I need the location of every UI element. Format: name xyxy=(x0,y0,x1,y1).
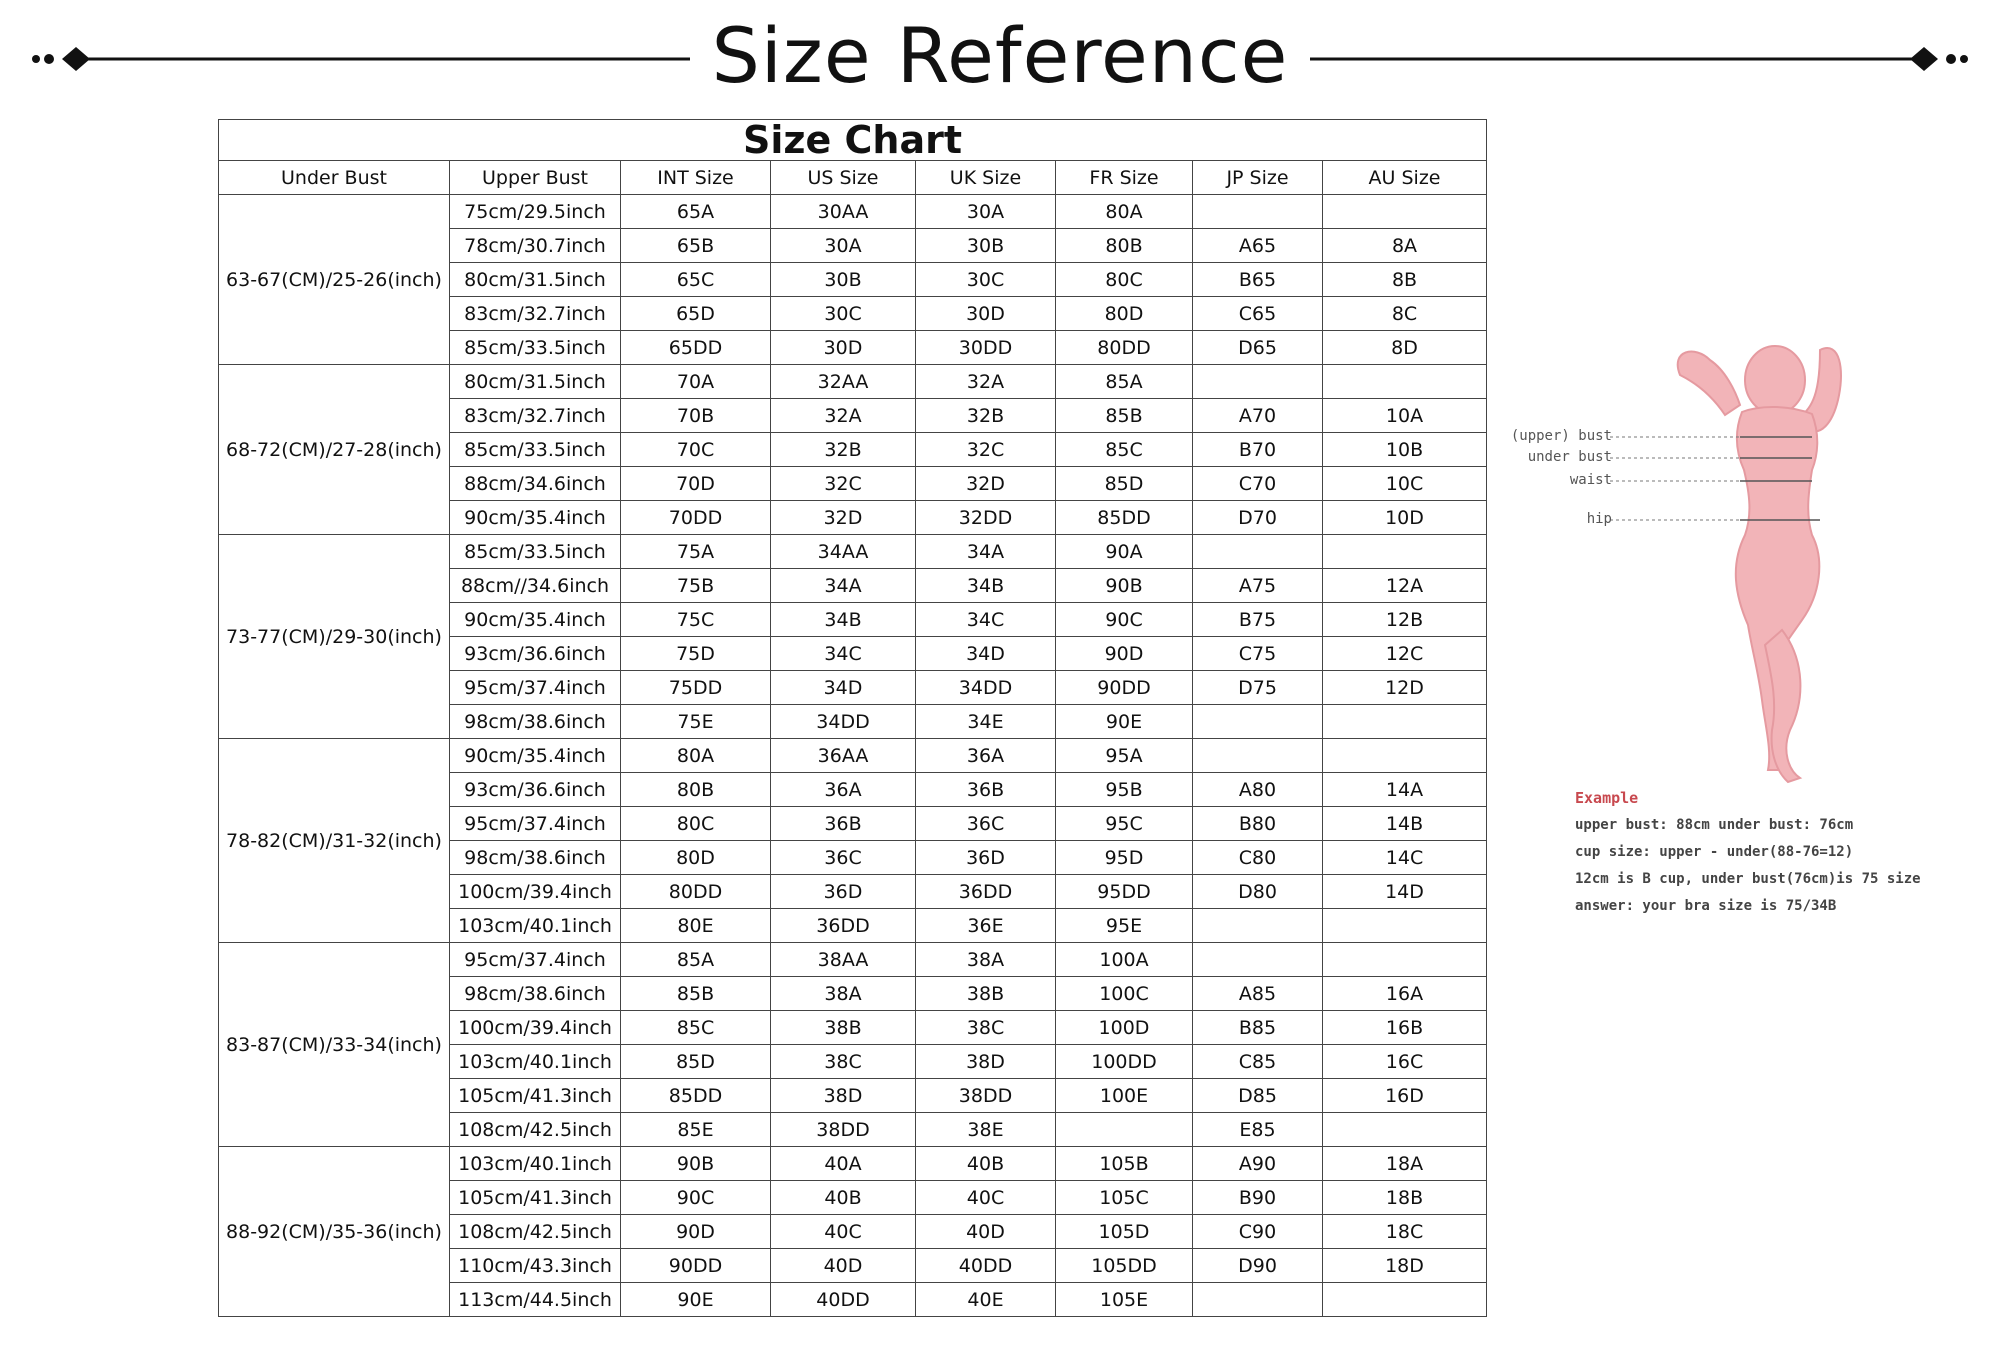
table-cell: A75 xyxy=(1193,569,1323,603)
woman-silhouette-icon xyxy=(1520,330,1980,790)
table-cell xyxy=(1193,943,1323,977)
table-cell: 90C xyxy=(621,1181,771,1215)
table-cell: 36AA xyxy=(771,739,916,773)
table-cell: 80DD xyxy=(1056,331,1193,365)
table-row xyxy=(219,365,1487,399)
example-title: Example xyxy=(1575,789,1639,807)
table-cell: 40C xyxy=(916,1181,1056,1215)
column-header: Under Bust xyxy=(219,161,450,195)
table-cell: 75D xyxy=(621,637,771,671)
table-cell: 36C xyxy=(916,807,1056,841)
column-header: FR Size xyxy=(1056,161,1193,195)
table-cell: 38C xyxy=(916,1011,1056,1045)
table-cell: 90cm/35.4inch xyxy=(450,739,621,773)
table-cell: B75 xyxy=(1193,603,1323,637)
table-cell: 12D xyxy=(1323,671,1487,705)
table-cell: 85E xyxy=(621,1113,771,1147)
table-cell: 70B xyxy=(621,399,771,433)
table-cell: D85 xyxy=(1193,1079,1323,1113)
table-cell: 85B xyxy=(1056,399,1193,433)
table-cell: 30AA xyxy=(771,195,916,229)
table-cell: 8A xyxy=(1323,229,1487,263)
under-bust-cell: 63-67(CM)/25-26(inch) xyxy=(219,195,450,365)
under-bust-cell: 78-82(CM)/31-32(inch) xyxy=(219,739,450,943)
table-cell: 105D xyxy=(1056,1215,1193,1249)
table-cell: 75DD xyxy=(621,671,771,705)
table-cell: 36C xyxy=(771,841,916,875)
header xyxy=(0,0,2000,110)
table-row xyxy=(219,195,1487,229)
table-cell: D65 xyxy=(1193,331,1323,365)
table-cell: 32D xyxy=(771,501,916,535)
table-cell: 32D xyxy=(916,467,1056,501)
table-cell: 70A xyxy=(621,365,771,399)
page-title: Size Reference xyxy=(0,6,2000,106)
table-cell xyxy=(1323,739,1487,773)
column-header: INT Size xyxy=(621,161,771,195)
table-cell: 65D xyxy=(621,297,771,331)
table-cell: 90B xyxy=(621,1147,771,1181)
table-cell: 12A xyxy=(1323,569,1487,603)
table-cell xyxy=(1323,943,1487,977)
table-cell xyxy=(1323,909,1487,943)
table-cell: 80cm/31.5inch xyxy=(450,365,621,399)
hip-label: hip xyxy=(1586,511,1612,527)
table-cell: 40DD xyxy=(916,1249,1056,1283)
table-cell xyxy=(1193,1283,1323,1317)
table-cell: 108cm/42.5inch xyxy=(450,1215,621,1249)
table-cell: 85DD xyxy=(621,1079,771,1113)
table-cell: 34C xyxy=(916,603,1056,637)
table-cell: 38E xyxy=(916,1113,1056,1147)
table-cell xyxy=(1323,535,1487,569)
table-cell: 85D xyxy=(621,1045,771,1079)
table-cell: 36B xyxy=(916,773,1056,807)
table-cell: 90A xyxy=(1056,535,1193,569)
table-cell: 18B xyxy=(1323,1181,1487,1215)
table-cell xyxy=(1193,365,1323,399)
table-cell: 90B xyxy=(1056,569,1193,603)
table-cell: 18A xyxy=(1323,1147,1487,1181)
table-cell: 38DD xyxy=(916,1079,1056,1113)
table-cell: 103cm/40.1inch xyxy=(450,1147,621,1181)
table-cell: 8C xyxy=(1323,297,1487,331)
table-cell: 100cm/39.4inch xyxy=(450,1011,621,1045)
table-cell: 14B xyxy=(1323,807,1487,841)
table-cell: 98cm/38.6inch xyxy=(450,841,621,875)
table-cell: 85A xyxy=(621,943,771,977)
table-cell: 36A xyxy=(771,773,916,807)
under-bust-cell: 88-92(CM)/35-36(inch) xyxy=(219,1147,450,1317)
table-cell: 16C xyxy=(1323,1045,1487,1079)
table-cell: 40B xyxy=(771,1181,916,1215)
under-bust-cell: 83-87(CM)/33-34(inch) xyxy=(219,943,450,1147)
table-cell: 95B xyxy=(1056,773,1193,807)
table-cell: 38B xyxy=(771,1011,916,1045)
table-row xyxy=(219,1147,1487,1181)
table-cell: 36B xyxy=(771,807,916,841)
table-row xyxy=(219,943,1487,977)
table-cell: 85cm/33.5inch xyxy=(450,433,621,467)
table-cell: 10B xyxy=(1323,433,1487,467)
table-cell: 93cm/36.6inch xyxy=(450,637,621,671)
table-cell: C75 xyxy=(1193,637,1323,671)
table-cell: 34D xyxy=(771,671,916,705)
table-cell: A90 xyxy=(1193,1147,1323,1181)
table-cell: 34E xyxy=(916,705,1056,739)
table-cell xyxy=(1193,909,1323,943)
table-cell: 85C xyxy=(621,1011,771,1045)
table-cell: 40E xyxy=(916,1283,1056,1317)
table-cell: 32AA xyxy=(771,365,916,399)
table-cell: 98cm/38.6inch xyxy=(450,977,621,1011)
table-cell: C65 xyxy=(1193,297,1323,331)
table-cell: 88cm//34.6inch xyxy=(450,569,621,603)
table-cell: 90cm/35.4inch xyxy=(450,603,621,637)
table-cell: 95cm/37.4inch xyxy=(450,807,621,841)
column-header-row xyxy=(219,161,1487,195)
table-cell: 30A xyxy=(771,229,916,263)
table-cell: 34AA xyxy=(771,535,916,569)
table-cell: C70 xyxy=(1193,467,1323,501)
table-cell xyxy=(1323,365,1487,399)
table-cell xyxy=(1193,535,1323,569)
table-cell: 100DD xyxy=(1056,1045,1193,1079)
table-cell: 100E xyxy=(1056,1079,1193,1113)
under-bust-cell: 73-77(CM)/29-30(inch) xyxy=(219,535,450,739)
table-cell: 65B xyxy=(621,229,771,263)
table-cell: 38D xyxy=(771,1079,916,1113)
table-cell: 36E xyxy=(916,909,1056,943)
table-cell: 75B xyxy=(621,569,771,603)
column-header: AU Size xyxy=(1323,161,1487,195)
table-cell: 110cm/43.3inch xyxy=(450,1249,621,1283)
table-cell: 80C xyxy=(621,807,771,841)
table-cell: 14D xyxy=(1323,875,1487,909)
table-cell: 95A xyxy=(1056,739,1193,773)
under-bust-label: under bust xyxy=(1527,449,1612,465)
body-measurement-figure xyxy=(1510,330,1980,790)
waist-label: waist xyxy=(1569,472,1612,488)
under-bust-cell: 68-72(CM)/27-28(inch) xyxy=(219,365,450,535)
table-cell: 34DD xyxy=(771,705,916,739)
table-cell: 105E xyxy=(1056,1283,1193,1317)
table-cell: 38B xyxy=(916,977,1056,1011)
table-cell: 85B xyxy=(621,977,771,1011)
table-row xyxy=(219,535,1487,569)
table-cell: 88cm/34.6inch xyxy=(450,467,621,501)
table-cell: 98cm/38.6inch xyxy=(450,705,621,739)
table-cell: 14C xyxy=(1323,841,1487,875)
table-cell: 32DD xyxy=(916,501,1056,535)
table-cell: 75cm/29.5inch xyxy=(450,195,621,229)
upper-bust-label: (upper) bust xyxy=(1510,428,1612,444)
table-cell: 36DD xyxy=(916,875,1056,909)
table-cell: 10A xyxy=(1323,399,1487,433)
example-line: cup size: upper - under(88-76=12) xyxy=(1575,844,1854,860)
table-cell: 32B xyxy=(916,399,1056,433)
table-cell: 95cm/37.4inch xyxy=(450,943,621,977)
table-cell: 16A xyxy=(1323,977,1487,1011)
table-cell: 30B xyxy=(771,263,916,297)
table-cell: 34A xyxy=(771,569,916,603)
table-cell: 83cm/32.7inch xyxy=(450,399,621,433)
table-cell: 40D xyxy=(916,1215,1056,1249)
table-cell: 83cm/32.7inch xyxy=(450,297,621,331)
table-cell: 95cm/37.4inch xyxy=(450,671,621,705)
table-cell: 30D xyxy=(771,331,916,365)
table-cell: 100D xyxy=(1056,1011,1193,1045)
table-cell: 34DD xyxy=(916,671,1056,705)
table-cell: 16D xyxy=(1323,1079,1487,1113)
table-cell: 75C xyxy=(621,603,771,637)
table-cell: 12C xyxy=(1323,637,1487,671)
table-cell: 95E xyxy=(1056,909,1193,943)
table-cell xyxy=(1193,705,1323,739)
table-cell: 90DD xyxy=(1056,671,1193,705)
table-cell: 95D xyxy=(1056,841,1193,875)
table-row xyxy=(219,739,1487,773)
table-cell: 36A xyxy=(916,739,1056,773)
table-cell: 36D xyxy=(916,841,1056,875)
table-cell: 8D xyxy=(1323,331,1487,365)
table-cell: 90E xyxy=(621,1283,771,1317)
table-cell: 10D xyxy=(1323,501,1487,535)
table-cell: 38A xyxy=(916,943,1056,977)
table-cell: 80cm/31.5inch xyxy=(450,263,621,297)
table-cell: D90 xyxy=(1193,1249,1323,1283)
example-line: 12cm is B cup, under bust(76cm)is 75 size xyxy=(1575,871,1921,887)
table-cell: 16B xyxy=(1323,1011,1487,1045)
table-cell: 95C xyxy=(1056,807,1193,841)
table-cell: C80 xyxy=(1193,841,1323,875)
example-line: upper bust: 88cm under bust: 76cm xyxy=(1575,817,1854,833)
column-header: Upper Bust xyxy=(450,161,621,195)
table-cell: 85C xyxy=(1056,433,1193,467)
table-cell: 34B xyxy=(916,569,1056,603)
table-cell: 80D xyxy=(621,841,771,875)
table-cell: 14A xyxy=(1323,773,1487,807)
size-chart-table xyxy=(218,119,1487,1317)
table-cell: 40D xyxy=(771,1249,916,1283)
table-cell: 38A xyxy=(771,977,916,1011)
table-cell xyxy=(1193,739,1323,773)
table-cell xyxy=(1323,705,1487,739)
table-cell: 10C xyxy=(1323,467,1487,501)
table-cell: 32A xyxy=(771,399,916,433)
table-cell: D80 xyxy=(1193,875,1323,909)
table-cell: D70 xyxy=(1193,501,1323,535)
table-cell: 90C xyxy=(1056,603,1193,637)
table-cell: 80A xyxy=(1056,195,1193,229)
table-cell: 40C xyxy=(771,1215,916,1249)
table-cell xyxy=(1056,1113,1193,1147)
table-cell: 93cm/36.6inch xyxy=(450,773,621,807)
table-cell: 113cm/44.5inch xyxy=(450,1283,621,1317)
table-cell: 105B xyxy=(1056,1147,1193,1181)
table-cell: 90D xyxy=(1056,637,1193,671)
table-cell: 70C xyxy=(621,433,771,467)
table-cell: 32C xyxy=(916,433,1056,467)
table-cell: C90 xyxy=(1193,1215,1323,1249)
table-cell: 95DD xyxy=(1056,875,1193,909)
table-cell: 90D xyxy=(621,1215,771,1249)
size-chart-body xyxy=(219,195,1487,1317)
table-cell: 38DD xyxy=(771,1113,916,1147)
table-cell: 105cm/41.3inch xyxy=(450,1079,621,1113)
table-cell: A65 xyxy=(1193,229,1323,263)
table-cell: 75E xyxy=(621,705,771,739)
table-cell: 65C xyxy=(621,263,771,297)
table-cell: 38C xyxy=(771,1045,916,1079)
table-cell: 105C xyxy=(1056,1181,1193,1215)
column-header: JP Size xyxy=(1193,161,1323,195)
table-cell: 12B xyxy=(1323,603,1487,637)
table-cell: 78cm/30.7inch xyxy=(450,229,621,263)
table-cell: 80D xyxy=(1056,297,1193,331)
table-cell xyxy=(1323,1113,1487,1147)
table-cell: C85 xyxy=(1193,1045,1323,1079)
table-cell: 103cm/40.1inch xyxy=(450,1045,621,1079)
table-cell xyxy=(1323,1283,1487,1317)
table-cell: 40B xyxy=(916,1147,1056,1181)
table-cell: 30B xyxy=(916,229,1056,263)
table-cell xyxy=(1323,195,1487,229)
table-cell: B85 xyxy=(1193,1011,1323,1045)
table-cell: D75 xyxy=(1193,671,1323,705)
table-cell: 90cm/35.4inch xyxy=(450,501,621,535)
table-cell: 80C xyxy=(1056,263,1193,297)
table-cell: 90DD xyxy=(621,1249,771,1283)
table-cell: A80 xyxy=(1193,773,1323,807)
table-cell: 108cm/42.5inch xyxy=(450,1113,621,1147)
table-cell: B90 xyxy=(1193,1181,1323,1215)
table-cell: 90E xyxy=(1056,705,1193,739)
table-cell: 30DD xyxy=(916,331,1056,365)
table-cell: 34C xyxy=(771,637,916,671)
table-cell: 38D xyxy=(916,1045,1056,1079)
table-cell: 100cm/39.4inch xyxy=(450,875,621,909)
table-cell: 105DD xyxy=(1056,1249,1193,1283)
table-cell: 34A xyxy=(916,535,1056,569)
table-cell: A85 xyxy=(1193,977,1323,1011)
chart-title: Size Chart xyxy=(219,120,1487,161)
table-cell: 18C xyxy=(1323,1215,1487,1249)
example-block xyxy=(1575,785,1921,920)
table-cell: 32B xyxy=(771,433,916,467)
table-cell: 70DD xyxy=(621,501,771,535)
table-cell: 65A xyxy=(621,195,771,229)
table-cell: 30C xyxy=(916,263,1056,297)
table-cell: 100A xyxy=(1056,943,1193,977)
table-cell: 18D xyxy=(1323,1249,1487,1283)
table-cell: E85 xyxy=(1193,1113,1323,1147)
column-header: US Size xyxy=(771,161,916,195)
table-cell: 32C xyxy=(771,467,916,501)
table-cell: 80DD xyxy=(621,875,771,909)
table-cell: 105cm/41.3inch xyxy=(450,1181,621,1215)
table-cell: 75A xyxy=(621,535,771,569)
table-cell: 80E xyxy=(621,909,771,943)
table-cell: 34D xyxy=(916,637,1056,671)
table-cell: 40DD xyxy=(771,1283,916,1317)
table-cell: 36DD xyxy=(771,909,916,943)
table-cell: 85cm/33.5inch xyxy=(450,535,621,569)
table-cell: 70D xyxy=(621,467,771,501)
example-line: answer: your bra size is 75/34B xyxy=(1575,898,1837,914)
table-cell: 85D xyxy=(1056,467,1193,501)
table-cell: B65 xyxy=(1193,263,1323,297)
table-cell: 30A xyxy=(916,195,1056,229)
table-cell: 8B xyxy=(1323,263,1487,297)
table-cell: 85cm/33.5inch xyxy=(450,331,621,365)
table-cell: 65DD xyxy=(621,331,771,365)
table-cell: 103cm/40.1inch xyxy=(450,909,621,943)
table-cell: 36D xyxy=(771,875,916,909)
table-cell: B80 xyxy=(1193,807,1323,841)
table-cell: 80B xyxy=(1056,229,1193,263)
table-cell: 85A xyxy=(1056,365,1193,399)
table-cell: 32A xyxy=(916,365,1056,399)
table-cell: 38AA xyxy=(771,943,916,977)
table-cell: 30C xyxy=(771,297,916,331)
table-cell xyxy=(1193,195,1323,229)
column-header: UK Size xyxy=(916,161,1056,195)
table-cell: 80A xyxy=(621,739,771,773)
table-cell: 40A xyxy=(771,1147,916,1181)
table-cell: 85DD xyxy=(1056,501,1193,535)
table-cell: 100C xyxy=(1056,977,1193,1011)
table-cell: 80B xyxy=(621,773,771,807)
table-cell: A70 xyxy=(1193,399,1323,433)
table-cell: 30D xyxy=(916,297,1056,331)
table-cell: B70 xyxy=(1193,433,1323,467)
table-cell: 34B xyxy=(771,603,916,637)
